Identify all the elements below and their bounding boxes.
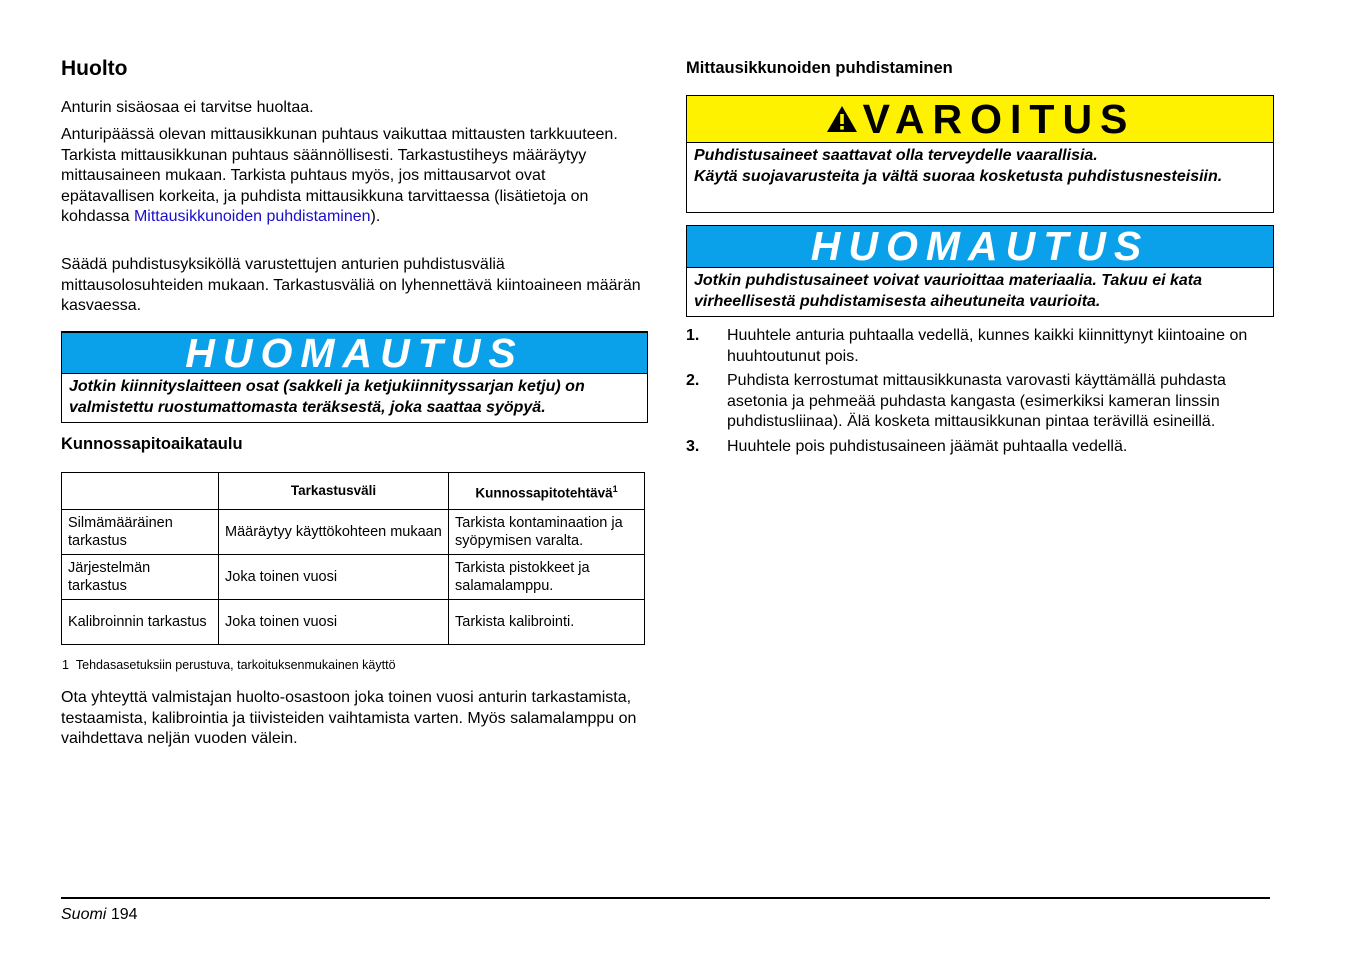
notice-header [687,223,1273,269]
link-cleaning-section[interactable]: Mittausikkunoiden puhdistaminen [133,208,371,226]
warning-triangle-icon [825,104,859,134]
schedule-heading: Kunnossapitoaikataulu [61,435,243,453]
table-header-empty [62,473,219,510]
list-item [686,437,1271,458]
step-number: 3. [686,437,700,455]
warning-title: VAROITUS [862,95,1136,142]
cleaning-steps-list [686,326,1271,462]
section-heading-maintenance: Huolto [61,57,128,80]
table-cell: Määräytyy käyttökohteen mukaan [219,510,449,555]
footnote-ref: 1 [612,483,618,494]
table-cell: Joka toinen vuosi [219,555,449,600]
table-row [62,555,645,600]
step-text: Puhdista kerrostumat mittausikkunasta varovasti käyttämällä puhdasta asetonia ja pehmeää puhdasta kangasta (esimerkiksi kameran linssin puhdistusliinaa). Älä kosketa mittausikkunan pintaa terävillä esineillä. [727,372,1226,431]
table-header-task [449,473,645,510]
table-row [62,510,645,555]
step-number: 1. [686,327,700,344]
page-number: 194 [110,906,138,923]
notice-box-materials [686,225,1274,317]
notice-title: HUOMAUTUS [810,223,1150,269]
table-cell: Joka toinen vuosi [219,600,449,645]
paragraph-intro: Anturin sisäosaa ei tarvitse huoltaa. [61,99,314,116]
warning-header [687,96,1273,143]
notice-box-corrosion [61,331,648,423]
paragraph-service-contact: Ota yhteyttä valmistajan huolto-osastoon joka toinen vuosi anturin tarkastamista, testaamista, kalibrointia ja tiivisteiden vaihtamista varten. Myös salamalamppu on vaihdettava neljän vuoden välein. [61,689,637,748]
paragraph-window-end: ). [370,208,381,226]
list-item [686,326,1271,367]
paragraph-window-cleanliness [61,125,641,228]
footer-language: Suomi [61,906,107,923]
step-text: Huuhtele anturia puhtaalla vedellä, kunnes kaikki kiinnittynyt kiintoaine on huuhtoutunut pois. [727,327,1248,365]
footnote-number: 1 [62,658,69,672]
footnote-text: Tehdasasetuksiin perustuva, tarkoituksenmukainen käyttö [75,658,396,672]
table-cell: Silmämääräinen tarkastus [62,510,219,555]
notice-text: Jotkin puhdistusaineet voivat vaurioittaa materiaalia. Takuu ei kata virheellisestä puhdistamisesta aiheutuneita vaurioita. [694,272,1203,310]
table-cell: Tarkista pistokkeet ja salamalamppu. [449,555,645,600]
table-header-task-label: Kunnossapitotehtävä [475,485,613,501]
warning-line: Puhdistusaineet saattavat olla terveydelle vaarallisia. [694,147,1098,164]
page-footer [61,906,138,924]
table-cell: Tarkista kalibrointi. [449,600,645,645]
paragraph-window-text: Anturipäässä olevan mittausikkunan puhtaus vaikuttaa mittausten tarkkuuteen. Tarkista mittausikkunan puhtaus säännöllisesti. Tarkastustiheys määräytyy mittausaineen mukaan. Tarkista puhtaus myös, jos mittausarvot ovat epätavallisen korkeita, ja puhdista mittausikkuna tarvittaessa (lisätietoja on kohdassa [61,126,618,226]
section-heading-cleaning: Mittausikkunoiden puhdistaminen [686,59,953,77]
table-header-interval: Tarkastusväli [219,473,449,510]
warning-line: Käytä suojavarusteita ja vältä suoraa kosketusta puhdistusnesteisiin. [694,167,1223,185]
notice-text: Jotkin kiinnityslaitteen osat (sakkeli ja ketjukiinnityssarjan ketju) on valmistettu ruostumattomasta teräksestä, joka saattaa syöpyä. [69,378,585,416]
maintenance-table [61,472,645,645]
list-item [686,371,1271,433]
warning-text [687,143,1273,191]
table-footnote [62,658,396,672]
table-cell: Järjestelmän tarkastus [62,555,219,600]
paragraph-cleaning-interval: Säädä puhdistusyksiköllä varustettujen anturien puhdistusväliä mittausolosuhteiden mukaan. Tarkastusväliä on lyhennettävä kiintoaineen määrän kasvaessa. [61,256,641,315]
footer-divider [61,897,1270,899]
table-header-row [62,473,645,510]
table-cell: Kalibroinnin tarkastus [62,600,219,645]
step-number: 2. [686,372,700,390]
table-row [62,600,645,645]
warning-box [686,95,1274,213]
notice-header [62,329,647,376]
table-cell: Tarkista kontaminaation ja syöpymisen varalta. [449,510,645,555]
step-text: Huuhtele pois puhdistusaineen jäämät puhtaalla vedellä. [727,437,1128,455]
notice-title: HUOMAUTUS [185,329,524,376]
